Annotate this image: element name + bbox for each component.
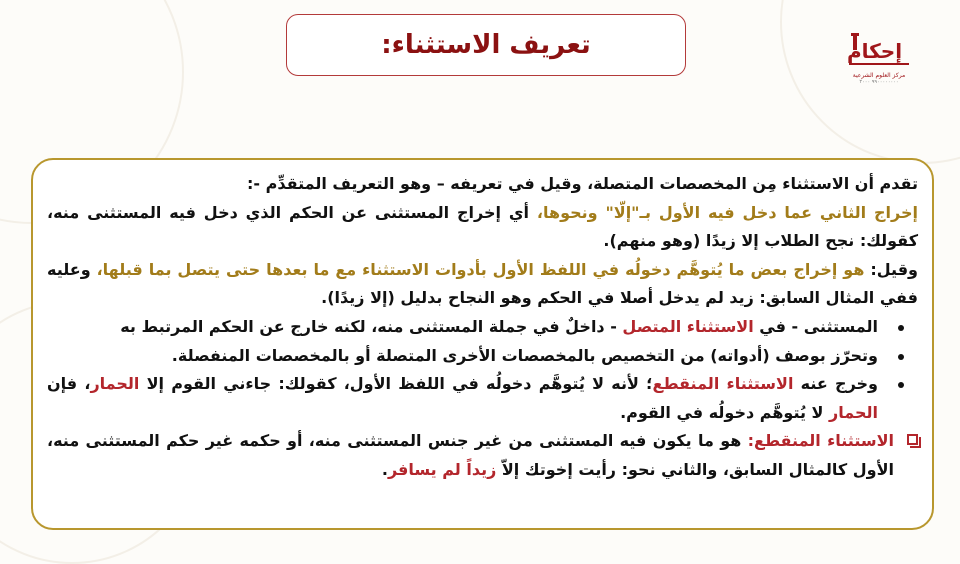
intro-text: تقدم أن الاستثناء مِن المخصصات المتصلة، وقيل في تعريفه – وهو التعريف المتقدِّم -: (247, 174, 918, 193)
bullet-3-text-b: ؛ لأنه لا يُتوهَّم دخولُه في اللفظ الأول، كقولك: جاءني القوم إلا (139, 374, 653, 394)
definition-2-highlight: هو إخراج بعض ما يُتوهَّم دخولُه في اللفظ الأول بأدوات الاستثناء مع ما بعدها حتى يتصل بما قبلها، (96, 259, 865, 279)
bullet-1-text-b: - داخلٌ في جملة المستثنى منه، لكنه خارج عن الحكم المرتبط به (120, 316, 623, 336)
bullet-dot-icon (898, 354, 904, 360)
bullet-dot-icon (898, 382, 904, 388)
bullet-item (47, 313, 918, 342)
logo-name: إحكام (847, 39, 903, 63)
logo-subtitle: مركز العلوم الشرعية (852, 72, 906, 79)
checkbox-text: هو ما يكون فيه المستثنى من غير جنس المستثنى منه، أو حكمه غير حكم المستثنى منه، الأول كالمثال السابق، والثاني نحو: رأيت إخوتك إلاّ (47, 431, 894, 479)
logo (838, 30, 920, 92)
slide-title: تعريف الاستثناء: (381, 30, 591, 60)
bullet-dot-icon (898, 325, 904, 331)
logo-subtitle-2: ٩٩٠٠٠٠٠٠٠٠ ٢٠٠٠ (859, 79, 899, 85)
definition-2-label: وقيل: (864, 259, 919, 279)
checkbox-icon (907, 434, 918, 445)
bullet-item (47, 370, 918, 427)
checkbox-example: زيداً لم يسافر (387, 459, 497, 479)
content-box (31, 158, 934, 530)
logo-mark (843, 30, 915, 70)
paragraph-definition-2 (47, 256, 918, 313)
definition-1-text: أي إخراج المستثنى عن الحكم الذي دخل فيه المستثنى منه، كقولك: نجح الطلاب إلا زيدًا (وهو منهم). (47, 202, 918, 251)
bullet-1-term: الاستثناء المتصل (622, 316, 754, 336)
paragraph-intro (47, 170, 918, 199)
bullet-item (47, 342, 918, 371)
checkbox-term: الاستثناء المنقطع: (747, 431, 894, 451)
bullet-3-example-1: الحمار (90, 374, 140, 394)
bullet-3-text-d: لا يُتوهَّم دخولُه في القوم. (620, 402, 830, 422)
bullet-1-text-a: المستثنى - في (753, 316, 878, 336)
checkbox-end: . (381, 459, 388, 479)
bullet-3-example-2: الحمار (829, 402, 878, 422)
bullet-3-text-c: ، فإن (47, 374, 91, 394)
paragraph-definition-1 (47, 199, 918, 256)
bullet-3-term: الاستثناء المنقطع (652, 374, 794, 394)
slide-title-box (286, 14, 686, 76)
definition-2-text: وعليه ففي المثال السابق: زيد لم يدخل أصلا في الحكم وهو النجاح بدليل (إلا زيدًا). (47, 259, 918, 308)
checkbox-item (47, 427, 918, 484)
bullet-2-text: وتحرّز بوصف (أدواته) من التخصيص بالمخصصات الأخرى المتصلة أو بالمخصصات المنفصلة. (171, 345, 878, 365)
bullet-3-text-a: وخرج عنه (793, 374, 878, 394)
definition-1-highlight: إخراج الثاني عما دخل فيه الأول بـ"إلّا" ونحوها، (536, 202, 919, 222)
